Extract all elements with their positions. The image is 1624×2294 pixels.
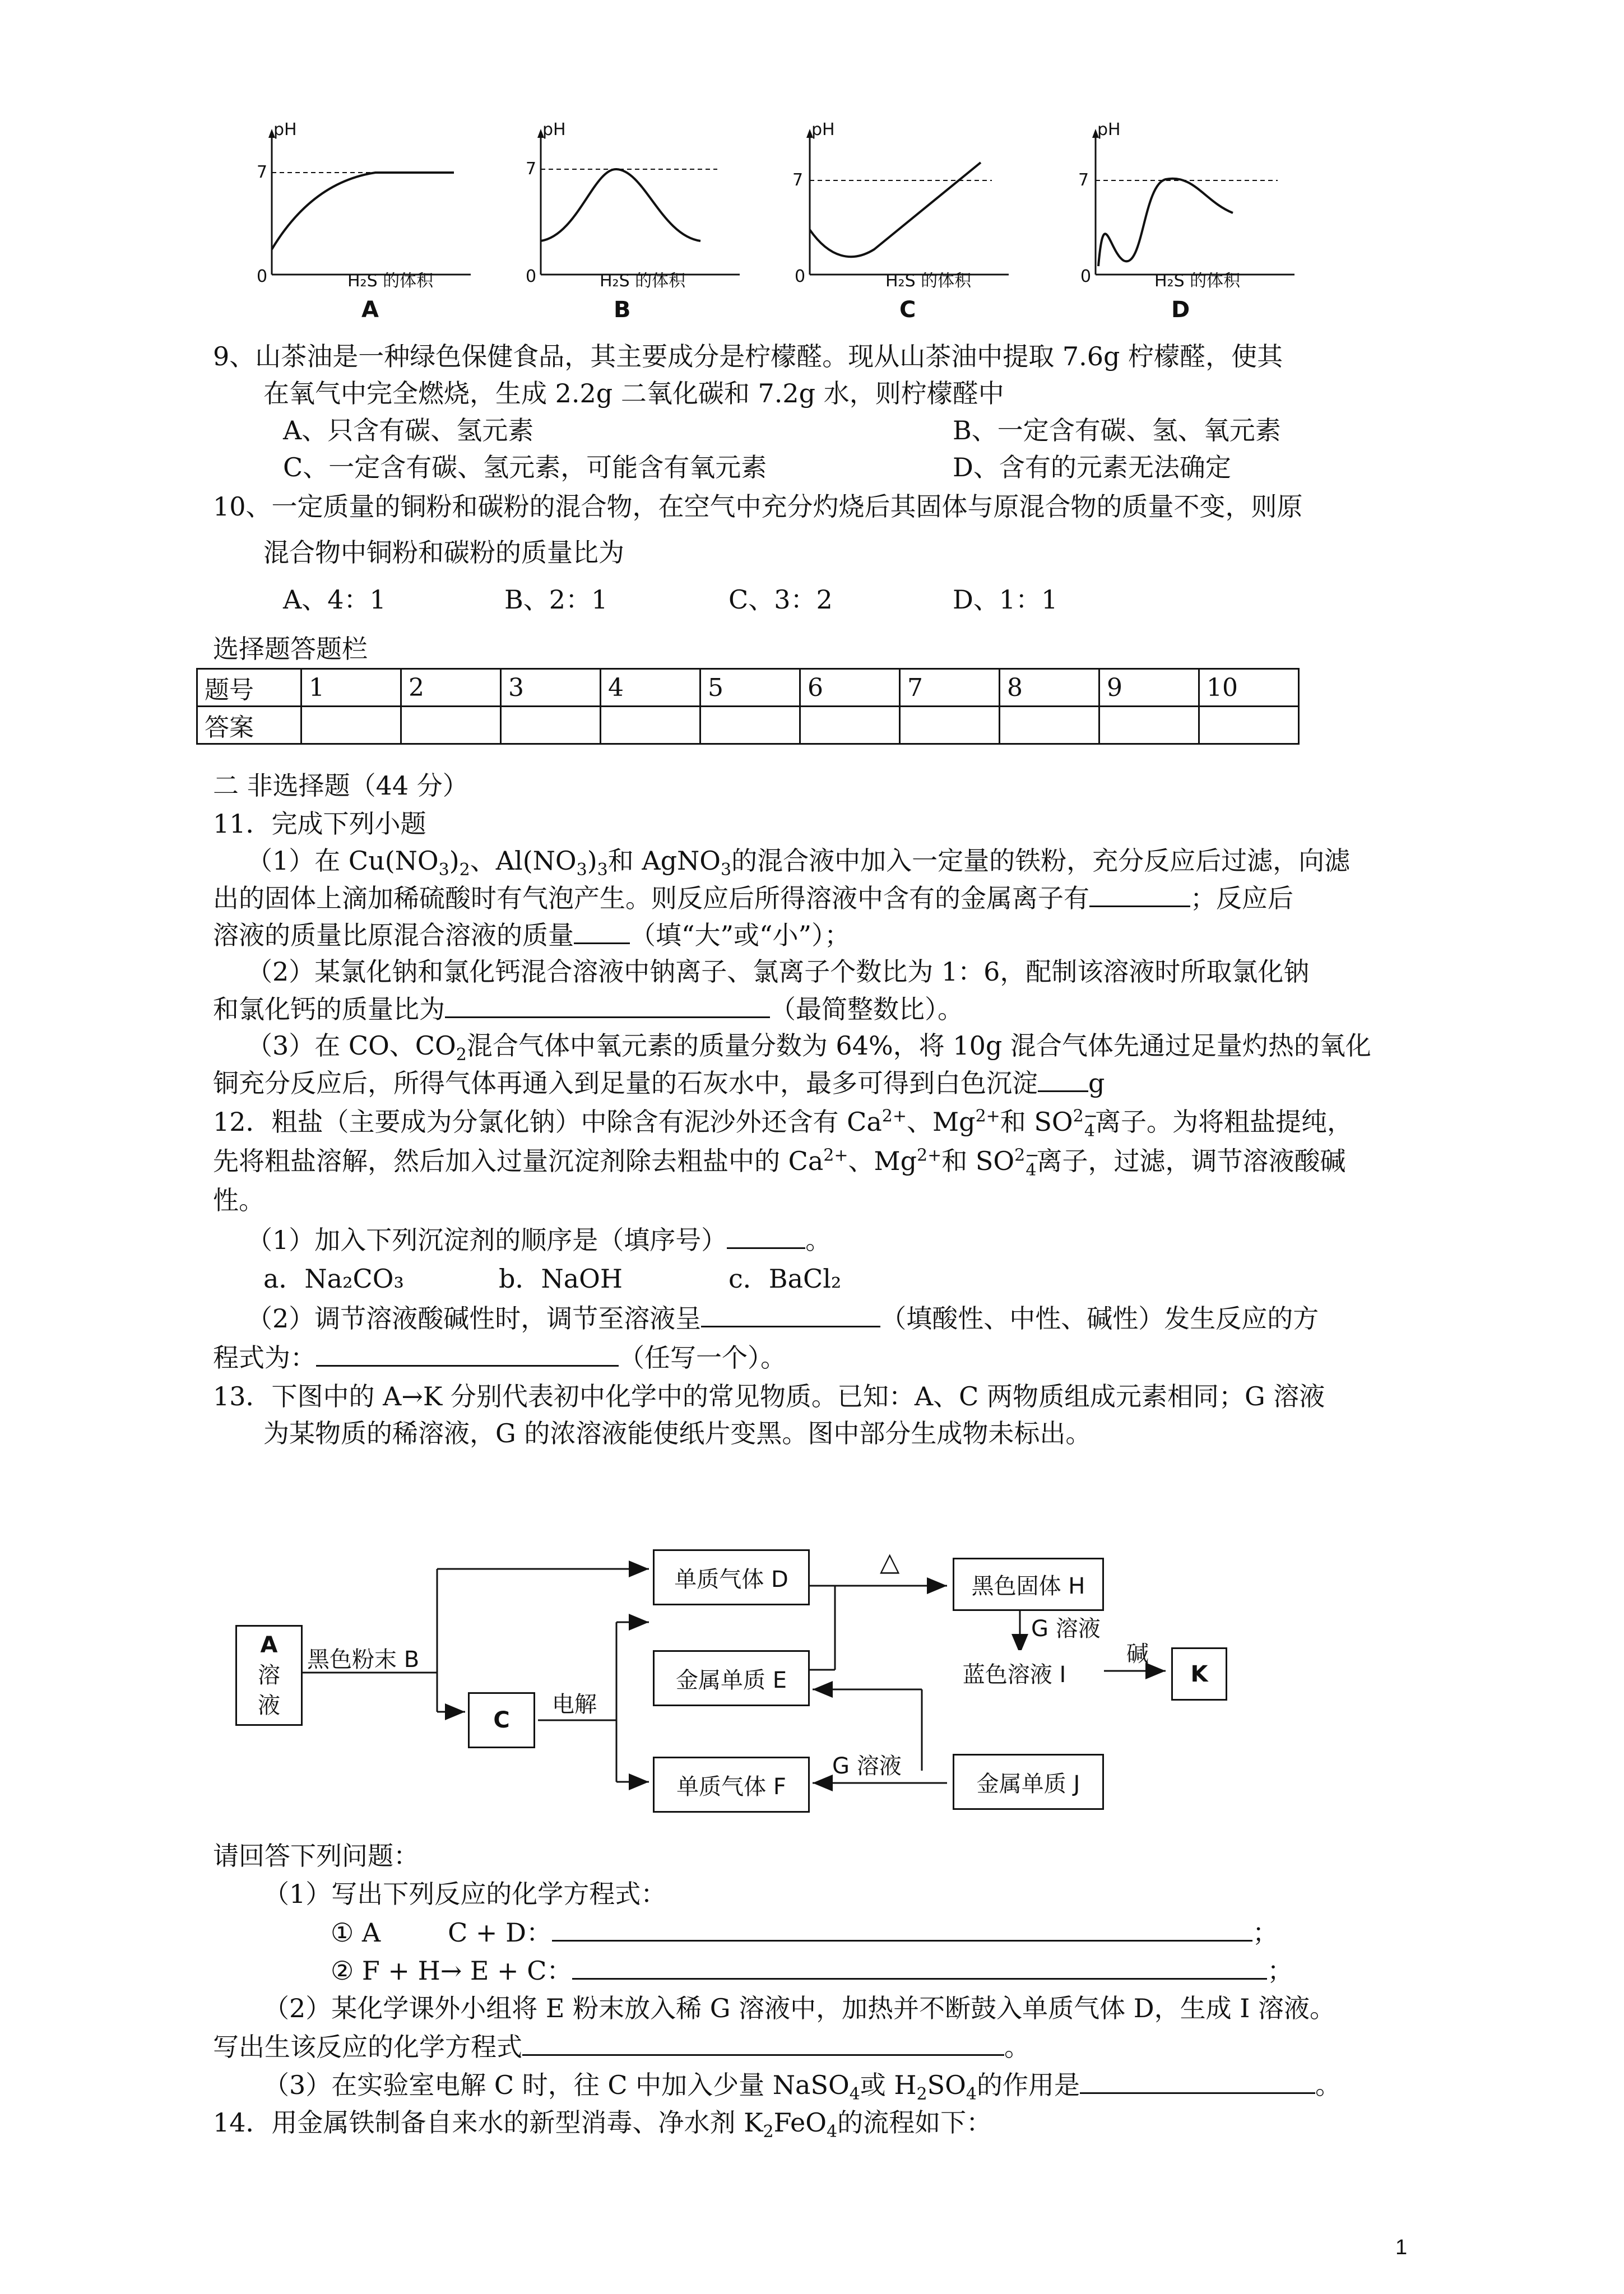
q13-p2-line1: （2）某化学课外小组将 E 粉末放入稀 G 溶液中，加热并不断鼓入单质气体 D，生成 I 溶液。 bbox=[263, 1993, 1335, 2023]
q9-option-d: D、含有的元素无法确定 bbox=[953, 452, 1231, 482]
box-c: C bbox=[468, 1692, 535, 1748]
label-g-solution-2: G 溶液 bbox=[832, 1753, 902, 1779]
q12-blank-ph[interactable] bbox=[701, 1301, 880, 1327]
graph-d-caption: D bbox=[1171, 297, 1190, 323]
graph-c-y7: 7 bbox=[792, 170, 804, 190]
answer-cell[interactable] bbox=[501, 707, 601, 744]
q13-blank-reaction-2[interactable] bbox=[572, 1953, 1267, 1980]
q12-line3: 性。 bbox=[213, 1185, 265, 1215]
graph-a-y7: 7 bbox=[257, 162, 268, 182]
answer-table-number: 1 bbox=[301, 669, 401, 707]
label-b: 黑色粉末 B bbox=[307, 1647, 420, 1673]
q9-option-a: A、只含有碳、氢元素 bbox=[283, 415, 534, 445]
box-a: A 溶 液 bbox=[235, 1625, 303, 1726]
graph-b-ylabel: pH bbox=[542, 120, 566, 140]
q13-ask: 请回答下列问题： bbox=[213, 1841, 419, 1871]
label-base: 碱 bbox=[1126, 1641, 1149, 1667]
graph-c-caption: C bbox=[899, 297, 916, 323]
answer-table-number: 7 bbox=[900, 669, 1000, 707]
graph-d-ylabel: pH bbox=[1097, 120, 1121, 140]
answer-cell[interactable] bbox=[1099, 707, 1199, 744]
answer-cell[interactable] bbox=[1000, 707, 1099, 744]
graph-a-origin: 0 bbox=[257, 267, 268, 286]
q12-blank-order[interactable] bbox=[727, 1223, 805, 1249]
answer-cell[interactable] bbox=[900, 707, 1000, 744]
q12-p2-line1: （2）调节溶液酸碱性时，调节至溶液呈 （填酸性、中性、碱性）发生反应的方 bbox=[247, 1301, 1319, 1335]
graph-a-plot bbox=[247, 123, 482, 291]
graph-c-plot bbox=[785, 123, 1020, 291]
box-f: 单质气体 F bbox=[653, 1757, 810, 1813]
answer-table-number: 6 bbox=[800, 669, 900, 707]
q12-option-b: b．NaOH bbox=[499, 1264, 623, 1294]
q13-reaction-1: ① A C + D： ； bbox=[331, 1915, 1278, 1949]
answer-table-row1-head: 题号 bbox=[197, 669, 301, 707]
graph-a-ylabel: pH bbox=[273, 120, 297, 140]
graph-a bbox=[247, 120, 482, 336]
box-i: 蓝色溶液 I bbox=[925, 1650, 1104, 1695]
answer-cell[interactable] bbox=[401, 707, 501, 744]
graph-d-origin: 0 bbox=[1080, 267, 1092, 286]
graph-a-xlabel: H₂S 的体积 bbox=[347, 271, 434, 291]
q10-option-b: B、2：1 bbox=[504, 584, 608, 615]
q9-line2: 在氧气中完全燃烧，生成 2.2g 二氧化碳和 7.2g 水，则柠檬醛中 bbox=[263, 378, 1004, 408]
answer-table-number: 3 bbox=[501, 669, 601, 707]
q9-option-c: C、一定含有碳、氢元素，可能含有氧元素 bbox=[283, 452, 767, 482]
label-heat: △ bbox=[880, 1547, 900, 1577]
box-e: 金属单质 E bbox=[653, 1650, 810, 1706]
answer-table-answer-row bbox=[197, 707, 1299, 744]
box-k: K bbox=[1171, 1647, 1227, 1701]
page-number: 1 bbox=[1395, 2236, 1408, 2259]
graph-b-origin: 0 bbox=[526, 267, 537, 286]
answer-cell[interactable] bbox=[1199, 707, 1299, 744]
q12-option-a: a．Na₂CO₃ bbox=[263, 1264, 404, 1294]
answer-cell[interactable] bbox=[601, 707, 700, 744]
answer-table-header-row bbox=[197, 669, 1299, 707]
graph-d-y7: 7 bbox=[1078, 170, 1089, 190]
q13-reaction-2: ② F + H→ E + C： ； bbox=[331, 1953, 1293, 1987]
answer-table-number: 2 bbox=[401, 669, 501, 707]
answer-table-row2-head: 答案 bbox=[197, 707, 301, 744]
q11-p1-line3: 溶液的质量比原混合溶液的质量 （填“大”或“小”）； bbox=[213, 918, 850, 952]
graph-c-ylabel: pH bbox=[811, 120, 835, 140]
q12-option-c: c．BaCl₂ bbox=[729, 1264, 842, 1294]
label-g-solution-1: G 溶液 bbox=[1031, 1616, 1101, 1642]
graph-b bbox=[516, 120, 751, 336]
answer-table-title: 选择题答题栏 bbox=[213, 634, 368, 664]
q11-p3-line2: 铜充分反应后，所得气体再通入到足量的石灰水中，最多可得到白色沉淀 g bbox=[213, 1066, 1105, 1100]
q13-line1: 13．下图中的 A→K 分别代表初中化学中的常见物质。已知：A、C 两物质组成元素相同；G 溶液 bbox=[213, 1381, 1325, 1411]
answer-table-number: 9 bbox=[1099, 669, 1199, 707]
box-j: 金属单质 J bbox=[953, 1754, 1104, 1810]
ph-graphs bbox=[247, 120, 1311, 336]
q10-option-c: C、3：2 bbox=[729, 584, 833, 615]
graph-d-xlabel: H₂S 的体积 bbox=[1154, 271, 1241, 291]
graph-a-caption: A bbox=[361, 297, 379, 323]
q10-option-a: A、4：1 bbox=[283, 584, 386, 615]
q11-p3-line1: （3）在 CO、$CO_2$混合气体中氧元素的质量分数为 64%，将 10g 混合气体先通过足量灼热的氧化 bbox=[247, 1030, 1371, 1065]
q11-blank-ratio[interactable] bbox=[445, 992, 770, 1018]
graph-b-y7: 7 bbox=[526, 159, 537, 179]
q9-option-b: B、一定含有碳、氢、氧元素 bbox=[953, 415, 1281, 445]
q12-p1: （1）加入下列沉淀剂的顺序是（填序号） 。 bbox=[247, 1223, 831, 1257]
answer-table-number: 4 bbox=[601, 669, 700, 707]
q13-p1: （1）写出下列反应的化学方程式： bbox=[263, 1879, 667, 1909]
q13-line2: 为某物质的稀溶液，G 的浓溶液能使纸片变黑。图中部分生成物未标出。 bbox=[263, 1418, 1092, 1448]
q14-line: 14．用金属铁制备自来水的新型消毒、净水剂 $K_2FeO_4$的流程如下： bbox=[213, 2107, 992, 2142]
answer-cell[interactable] bbox=[800, 707, 900, 744]
q13-p3: （3）在实验室电解 C 时，往 C 中加入少量 NaSO$_4$或 $H_2SO_4$的作用是 。 bbox=[263, 2068, 1341, 2102]
q13-blank-purpose[interactable] bbox=[1080, 2068, 1315, 2094]
q12-blank-equation[interactable] bbox=[316, 1340, 619, 1367]
reaction-flow-diagram bbox=[224, 1524, 1255, 1815]
graph-c bbox=[785, 120, 1020, 336]
answer-table-number: 10 bbox=[1199, 669, 1299, 707]
answer-table-number: 5 bbox=[700, 669, 800, 707]
box-h: 黑色固体 H bbox=[953, 1558, 1104, 1611]
q10-line2: 混合物中铜粉和碳粉的质量比为 bbox=[263, 537, 624, 568]
q12-line1: 12．粗盐（主要成为分氯化钠）中除含有泥沙外还含有 $Ca^{2+}$、$Mg^{2+}$和 $SO^{2-}_4$离子。为将粗盐提纯， bbox=[213, 1106, 1353, 1141]
q11-blank-precipitate[interactable] bbox=[1038, 1066, 1088, 1092]
graph-c-xlabel: H₂S 的体积 bbox=[885, 271, 972, 291]
q10-line1: 10、一定质量的铜粉和碳粉的混合物，在空气中充分灼烧后其固体与原混合物的质量不变，则原 bbox=[213, 491, 1303, 522]
q12-p2-line2: 程式为： （任写一个）。 bbox=[213, 1340, 786, 1374]
q12-line2: 先将粗盐溶解，然后加入过量沉淀剂除去粗盐中的 $Ca^{2+}$、$Mg^{2+}$和 $SO^{2-}_4$离子，过滤，调节溶液酸碱 bbox=[213, 1145, 1346, 1181]
q11-blank-mass[interactable] bbox=[574, 918, 630, 944]
graph-b-xlabel: H₂S 的体积 bbox=[600, 271, 686, 291]
answer-table-number: 8 bbox=[1000, 669, 1099, 707]
q11-p1-line1: （1）在 $Cu(NO_3)_2$、$Al(NO_3)_3$和 AgNO$_3$的混合液中加入一定量的铁粉，充分反应后过滤，向滤 bbox=[247, 846, 1351, 880]
answer-cell[interactable] bbox=[700, 707, 800, 744]
answer-cell[interactable] bbox=[301, 707, 401, 744]
q11-title: 11．完成下列小题 bbox=[213, 809, 426, 839]
box-d: 单质气体 D bbox=[653, 1549, 810, 1605]
graph-c-origin: 0 bbox=[795, 267, 806, 286]
q13-p2-line2: 写出生该反应的化学方程式 。 bbox=[213, 2030, 1030, 2064]
graph-b-plot bbox=[516, 123, 751, 291]
q11-p2-line1: （2）某氯化钠和氯化钙混合溶液中钠离子、氯离子个数比为 1：6，配制该溶液时所取氯化钠 bbox=[247, 956, 1310, 987]
q13-blank-equation[interactable] bbox=[522, 2030, 1004, 2056]
q11-p2-line2: 和氯化钙的质量比为 （最简整数比）。 bbox=[213, 992, 963, 1026]
graph-d bbox=[1070, 120, 1306, 336]
q9-line1: 9、山茶油是一种绿色保健食品，其主要成分是柠檬醛。现从山茶油中提取 7.6g 柠檬醛，使其 bbox=[213, 341, 1283, 372]
section2-title: 二 非选择题（44 分） bbox=[213, 770, 468, 801]
q13-blank-reaction-1[interactable] bbox=[552, 1915, 1252, 1942]
q10-option-d: D、1：1 bbox=[953, 584, 1058, 615]
label-electrolysis: 电解 bbox=[552, 1692, 597, 1717]
q11-p1-line2: 出的固体上滴加稀硫酸时有气泡产生。则反应后所得溶液中含有的金属离子有 ；反应后 bbox=[213, 881, 1293, 915]
answer-table bbox=[196, 668, 1300, 745]
graph-d-plot bbox=[1070, 123, 1306, 291]
graph-b-caption: B bbox=[614, 297, 631, 323]
q11-blank-ions[interactable] bbox=[1089, 881, 1190, 907]
